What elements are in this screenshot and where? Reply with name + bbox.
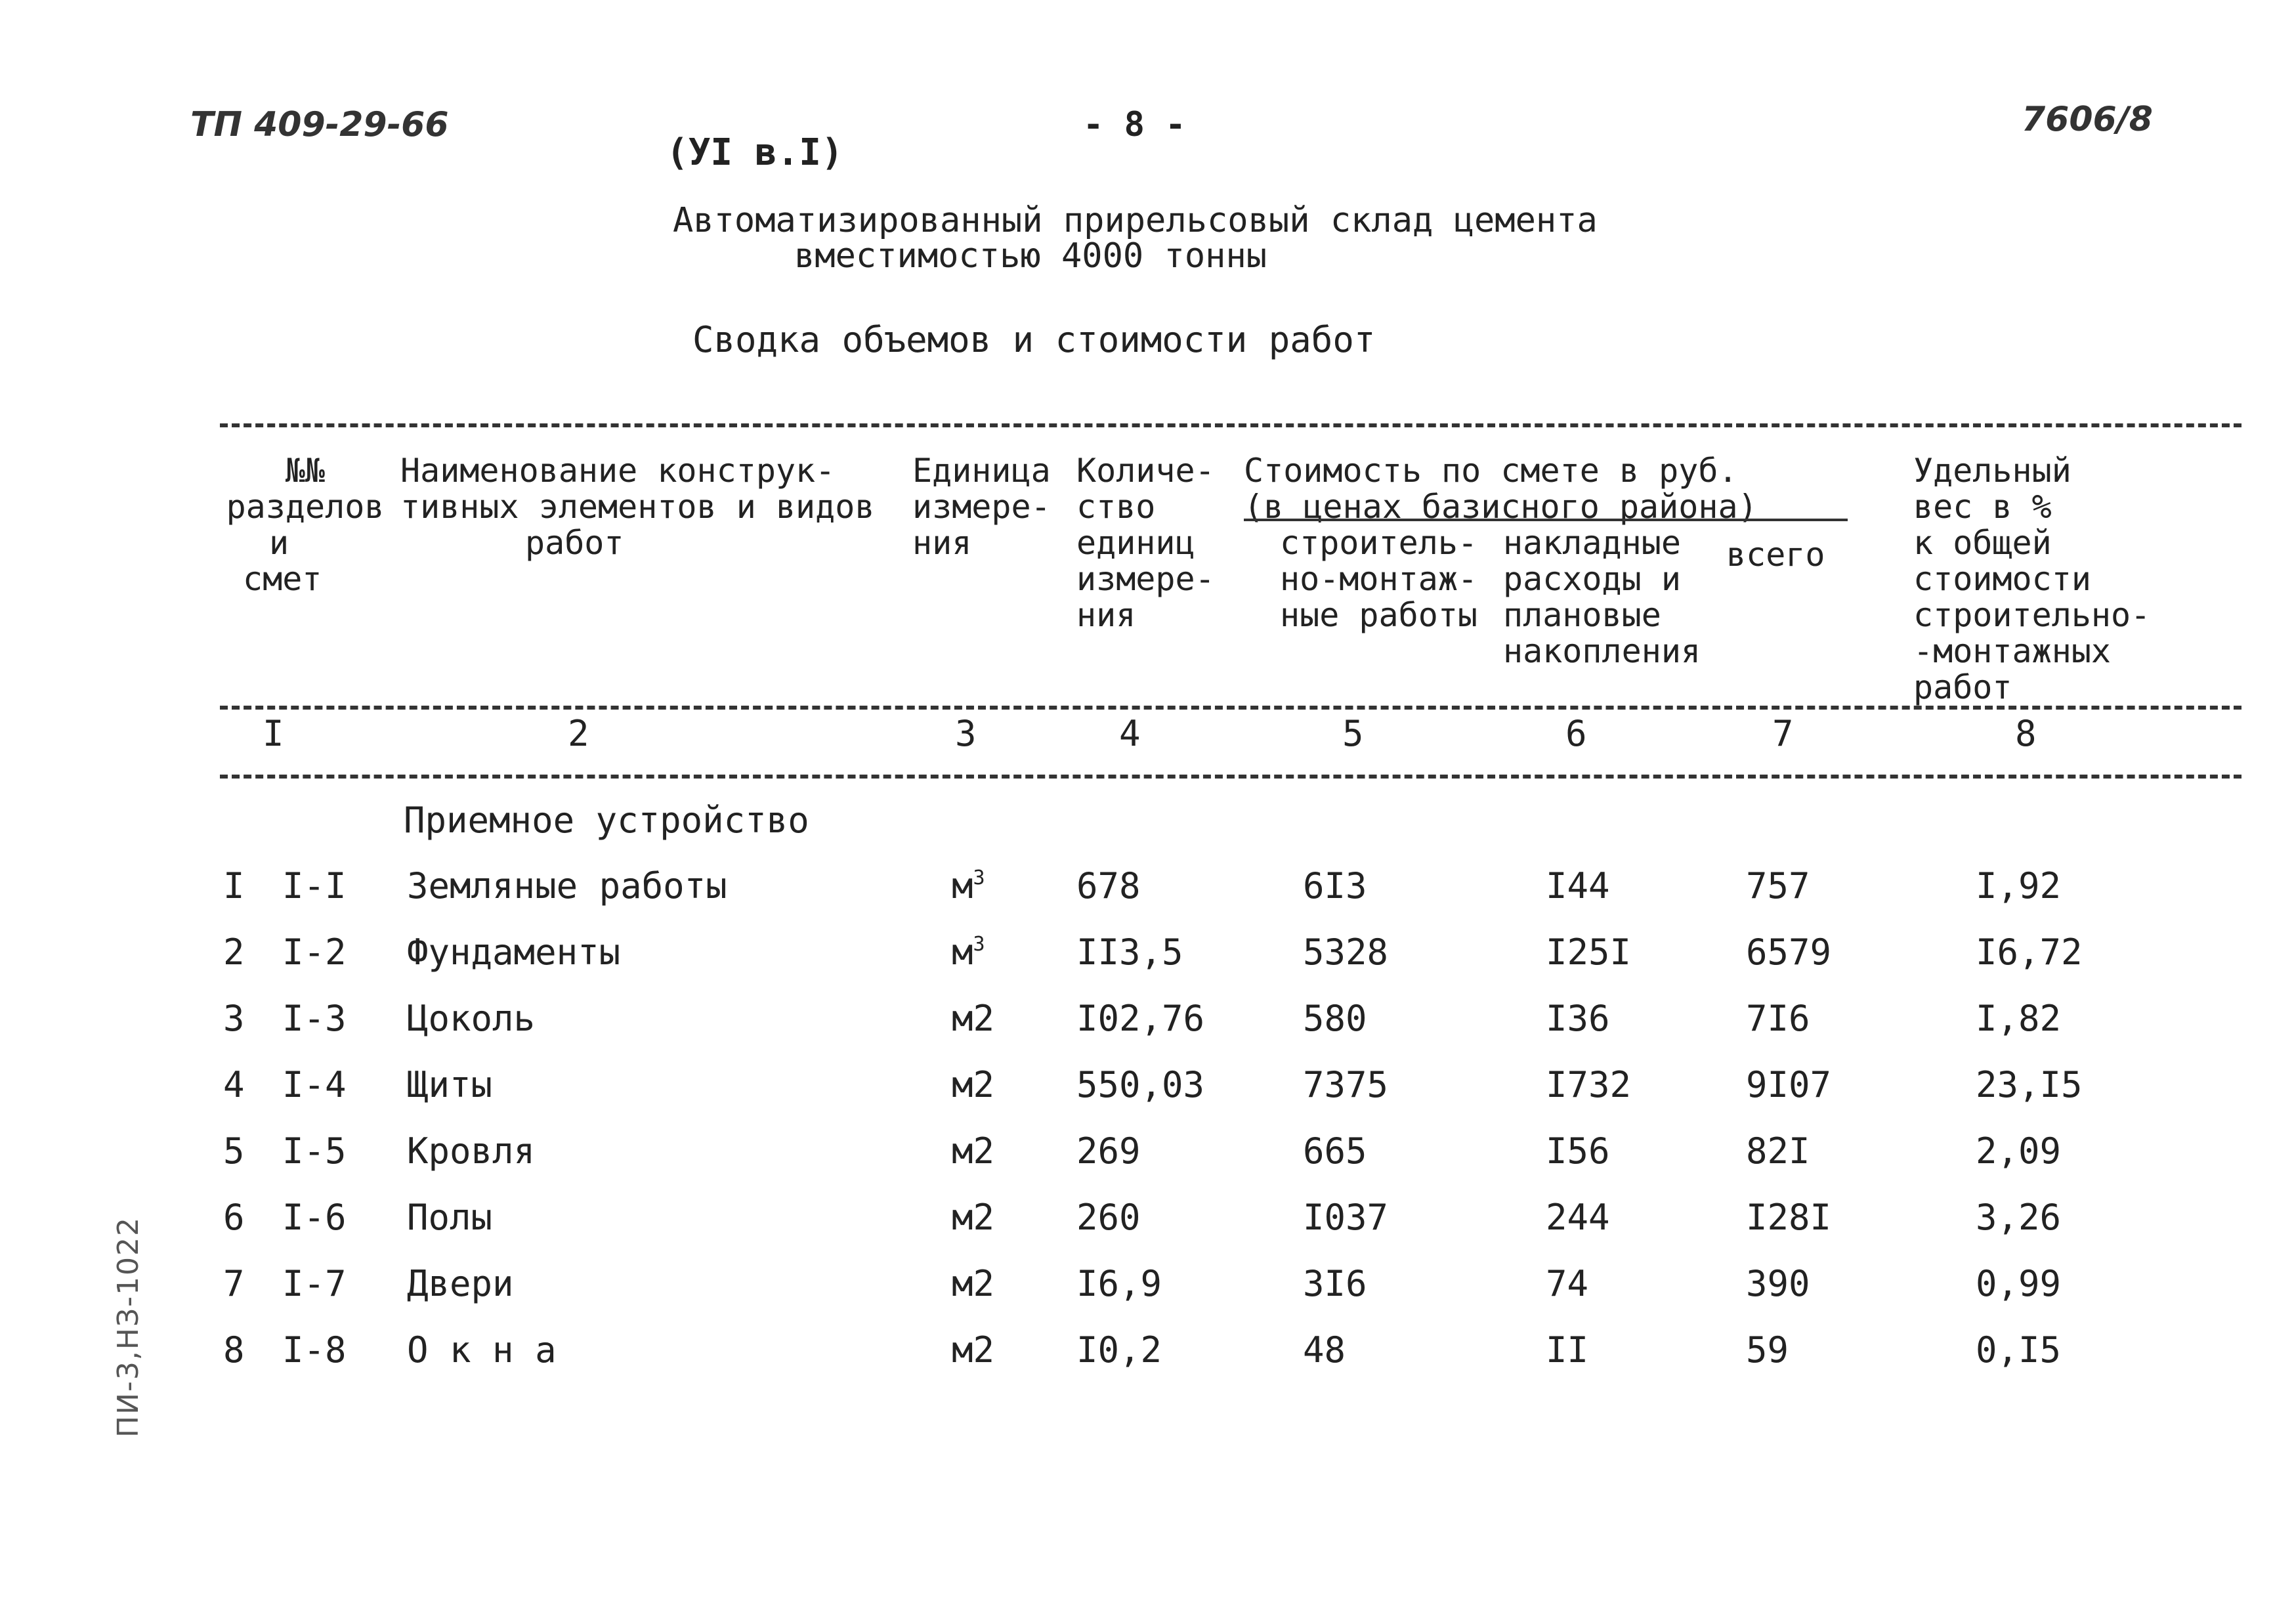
row-name: Двери [407, 1263, 514, 1304]
row-code: I-8 [282, 1329, 347, 1371]
row-quantity: I6,9 [1076, 1263, 1162, 1304]
row-total: 7I6 [1746, 998, 1810, 1039]
header-col8: Удельный вес в % к общей стоимости строительно- -монтажных работ [1913, 452, 2151, 706]
row-overhead: 244 [1546, 1197, 1610, 1238]
row-number: 3 [223, 998, 245, 1039]
document-title-line2: вместимостью 4000 тонны [794, 236, 1267, 276]
row-quantity: 678 [1076, 865, 1141, 907]
row-share: 23,I5 [1976, 1064, 2083, 1105]
row-name: Фундаменты [407, 931, 621, 973]
row-share: 0,99 [1976, 1263, 2062, 1304]
row-quantity: I02,76 [1076, 998, 1205, 1039]
row-total: 9I07 [1746, 1064, 1832, 1105]
row-name: Цоколь [407, 998, 536, 1039]
row-construction-cost: 5328 [1303, 931, 1389, 973]
section-title: Приемное устройство [404, 800, 809, 841]
col-number-7: 7 [1772, 713, 1794, 754]
header-col6: накладные расходы и плановые накопления [1503, 524, 1701, 670]
side-stamp: ПИ-3,НЗ-1022 [112, 1216, 145, 1438]
row-code: I-2 [282, 931, 347, 973]
column-numbers-top-rule [220, 706, 2241, 710]
header-col3: Единица измере- ния [912, 452, 1051, 562]
row-number: 5 [223, 1130, 245, 1172]
row-code: I-4 [282, 1064, 347, 1105]
header-cost-group: Стоимость по смете в руб. (в ценах базисного района) [1244, 452, 1758, 526]
document-title-line1: Автоматизированный прирельсовый склад цемента [673, 201, 1598, 240]
col-number-3: 3 [955, 713, 977, 754]
row-overhead: I44 [1546, 865, 1610, 907]
row-unit: м2 [952, 1263, 995, 1304]
row-quantity: 260 [1076, 1197, 1141, 1238]
row-name: Кровля [407, 1130, 536, 1172]
col-number-5: 5 [1342, 713, 1364, 754]
row-construction-cost: 6I3 [1303, 865, 1367, 907]
row-total: 59 [1746, 1329, 1789, 1371]
row-overhead: I56 [1546, 1130, 1610, 1172]
row-construction-cost: 580 [1303, 998, 1367, 1039]
row-code: I-5 [282, 1130, 347, 1172]
sheet-label: (УI в.I) [666, 131, 843, 174]
unit-superscript: 3 [973, 933, 985, 956]
row-name: О к н а [407, 1329, 557, 1371]
column-numbers-bottom-rule [220, 775, 2241, 779]
row-number: 4 [223, 1064, 245, 1105]
row-share: 0,I5 [1976, 1329, 2062, 1371]
row-share: I,92 [1976, 865, 2062, 907]
row-share: 3,26 [1976, 1197, 2062, 1238]
row-total: I28I [1746, 1197, 1832, 1238]
sheet-code: 7606/8 [2022, 100, 2153, 139]
row-quantity: I0,2 [1076, 1329, 1162, 1371]
row-unit: м2 [952, 1197, 995, 1238]
row-code: I-7 [282, 1263, 347, 1304]
header-col4: Количе- ство единиц измере- ния [1076, 452, 1215, 634]
col-number-4: 4 [1119, 713, 1141, 754]
row-overhead: I36 [1546, 998, 1610, 1039]
document-code: ТП 409-29-66 [190, 105, 449, 144]
row-total: 6579 [1746, 931, 1832, 973]
row-name: Полы [407, 1197, 493, 1238]
header-top-rule [220, 423, 2241, 427]
row-total: 82I [1746, 1130, 1810, 1172]
row-number: 8 [223, 1329, 245, 1371]
row-construction-cost: 48 [1303, 1329, 1346, 1371]
row-unit: $м^3$ [952, 931, 985, 973]
row-overhead: 74 [1546, 1263, 1589, 1304]
row-construction-cost: 7375 [1303, 1064, 1389, 1105]
row-name: Щиты [407, 1064, 493, 1105]
row-construction-cost: 3I6 [1303, 1263, 1367, 1304]
header-col7: всего [1726, 536, 1825, 574]
row-overhead: I25I [1546, 931, 1632, 973]
row-unit: $м^3$ [952, 865, 985, 907]
col-number-2: 2 [568, 713, 589, 754]
row-unit: м2 [952, 998, 995, 1039]
row-share: 2,09 [1976, 1130, 2062, 1172]
header-col5: строитель- но-монтаж- ные работы [1280, 524, 1478, 634]
row-overhead: II [1546, 1329, 1589, 1371]
row-total: 757 [1746, 865, 1810, 907]
row-unit: м2 [952, 1130, 995, 1172]
cost-group-underline [1244, 519, 1848, 521]
row-share: I,82 [1976, 998, 2062, 1039]
row-quantity: 269 [1076, 1130, 1141, 1172]
row-share: I6,72 [1976, 931, 2083, 973]
col-number-8: 8 [2015, 713, 2037, 754]
row-number: 7 [223, 1263, 245, 1304]
row-name: Земляные работы [407, 865, 727, 907]
row-construction-cost: I037 [1303, 1197, 1389, 1238]
row-quantity: 550,03 [1076, 1064, 1205, 1105]
row-unit: м2 [952, 1064, 995, 1105]
unit-superscript: 3 [973, 866, 985, 889]
row-code: I-3 [282, 998, 347, 1039]
col-number-6: 6 [1565, 713, 1587, 754]
row-total: 390 [1746, 1263, 1810, 1304]
header-col1: №№ разделов и смет [226, 452, 385, 598]
row-number: 2 [223, 931, 245, 973]
row-unit: м2 [952, 1329, 995, 1371]
row-code: I-6 [282, 1197, 347, 1238]
page-number: - 8 - [1083, 105, 1186, 144]
row-number: I [223, 865, 245, 907]
row-number: 6 [223, 1197, 245, 1238]
document-subtitle: Сводка объемов и стоимости работ [692, 319, 1376, 360]
row-overhead: I732 [1546, 1064, 1632, 1105]
row-code: I-I [282, 865, 347, 907]
row-quantity: II3,5 [1076, 931, 1183, 973]
header-col2: Наименование конструк- тивных элементов и видов работ [400, 452, 875, 562]
col-number-1: I [263, 713, 284, 754]
row-construction-cost: 665 [1303, 1130, 1367, 1172]
